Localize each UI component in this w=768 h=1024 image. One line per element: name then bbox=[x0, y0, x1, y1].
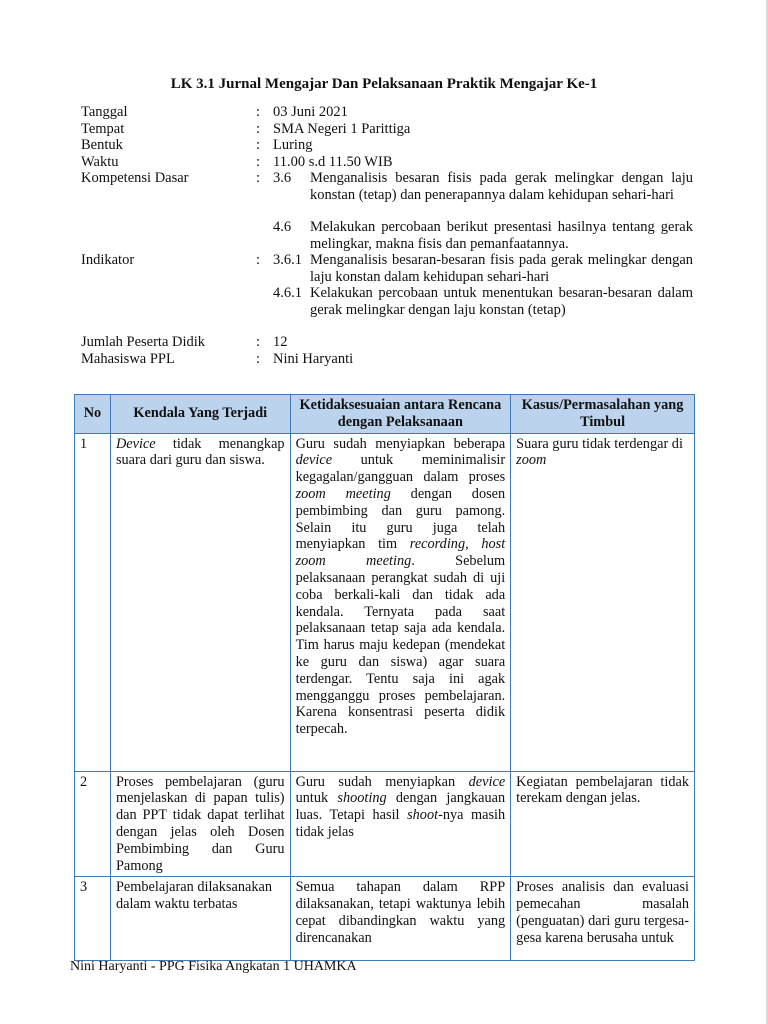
cell-kendala: Device tidak menangkap suara dari guru dan siswa. bbox=[110, 433, 290, 771]
meta-colon: : bbox=[256, 104, 261, 120]
meta-block bbox=[81, 104, 693, 367]
meta-row-tempat bbox=[81, 121, 693, 138]
meta-value: SMA Negeri 1 Parittiga bbox=[273, 120, 411, 137]
cell-kendala: Pembelajaran dilaksanakan dalam waktu terbatas bbox=[110, 877, 290, 961]
meta-value: Luring bbox=[273, 137, 313, 153]
cell-kasus: Kegiatan pembelajaran tidak terekam dengan jelas. bbox=[511, 771, 695, 877]
table-row bbox=[75, 877, 695, 961]
meta-row-jumlah bbox=[81, 334, 693, 351]
meta-colon: : bbox=[256, 153, 261, 170]
indikator-number: 3.6.1 bbox=[273, 252, 302, 268]
meta-label: Waktu bbox=[81, 153, 119, 170]
meta-value: 12 bbox=[273, 334, 288, 350]
meta-colon: : bbox=[256, 350, 261, 367]
header-no: No bbox=[75, 395, 111, 434]
cell-no: 1 bbox=[75, 433, 111, 771]
kompetensi-number: 4.6 bbox=[273, 219, 292, 235]
meta-row-mahasiswa bbox=[81, 351, 693, 368]
meta-row-waktu bbox=[81, 154, 693, 171]
table-row bbox=[75, 433, 695, 771]
meta-row-bentuk bbox=[81, 137, 693, 154]
cell-no: 2 bbox=[75, 771, 111, 877]
meta-colon: : bbox=[256, 120, 261, 137]
meta-label: Tempat bbox=[81, 120, 125, 137]
table-row bbox=[75, 771, 695, 877]
indikator-item bbox=[273, 252, 693, 285]
meta-label: Bentuk bbox=[81, 137, 123, 153]
cell-ketidaksesuaian: Semua tahapan dalam RPP dilaksanakan, tetapi waktunya lebih cepat dibandingkan waktu yang direncanakan bbox=[290, 877, 511, 961]
indikator-text: Kelakukan percobaan untuk menentukan besaran-besaran dalam gerak melingkar dengan laju konstan (tetap) bbox=[310, 285, 693, 318]
meta-label: Indikator bbox=[81, 252, 135, 268]
indikator-number: 4.6.1 bbox=[273, 285, 302, 301]
jurnal-table bbox=[74, 394, 695, 961]
cell-no: 3 bbox=[75, 877, 111, 961]
page-title: LK 3.1 Jurnal Mengajar Dan Pelaksanaan Praktik Mengajar Ke-1 bbox=[170, 76, 598, 92]
meta-row-tanggal bbox=[81, 104, 693, 121]
cell-kasus: Suara guru tidak terdengar di zoom bbox=[511, 433, 695, 771]
kompetensi-text: Menganalisis besaran fisis pada gerak melingkar dengan laju konstan (tetap) dan penerapannya dalam kehidupan sehari-hari bbox=[310, 170, 693, 203]
kompetensi-number: 3.6 bbox=[273, 170, 292, 186]
indikator-text: Menganalisis besaran-besaran fisis pada gerak melingkar dengan laju konstan dalam kehidupan sehari-hari bbox=[310, 252, 693, 285]
indikator-list bbox=[273, 252, 693, 318]
meta-colon: : bbox=[256, 170, 261, 186]
kompetensi-item bbox=[273, 219, 693, 252]
meta-value: Nini Haryanti bbox=[273, 350, 354, 367]
page-footer: Nini Haryanti - PPG Fisika Angkatan 1 UHAMKA bbox=[70, 959, 357, 974]
meta-row-indikator bbox=[81, 252, 693, 318]
cell-kasus: Proses analisis dan evaluasi pemecahan masalah (penguatan) dari guru tergesa-gesa karena berusaha untuk bbox=[511, 877, 695, 961]
kompetensi-list bbox=[273, 170, 693, 252]
kompetensi-text: Melakukan percobaan berikut presentasi hasilnya tentang gerak melingkar, makna fisis dan pemanfaatannya. bbox=[310, 219, 693, 252]
indikator-item bbox=[273, 285, 693, 318]
meta-label: Jumlah Peserta Didik bbox=[81, 334, 206, 350]
meta-colon: : bbox=[256, 334, 261, 350]
meta-row-kompetensi bbox=[81, 170, 693, 252]
meta-value: 03 Juni 2021 bbox=[273, 104, 348, 120]
cell-kendala: Proses pembelajaran (guru menjelaskan di papan tulis) dan PPT tidak dapat terlihat dengan jelas oleh Dosen Pembimbing dan Guru Pamong bbox=[110, 771, 290, 877]
cell-ketidaksesuaian: Guru sudah menyiapkan device untuk shooting dengan jangkauan luas. Tetapi hasil shoot-nya masih tidak jelas bbox=[290, 771, 511, 877]
meta-label: Tanggal bbox=[81, 104, 128, 120]
kompetensi-item bbox=[273, 170, 693, 203]
meta-label: Kompetensi Dasar bbox=[81, 170, 189, 186]
meta-colon: : bbox=[256, 137, 261, 153]
cell-ketidaksesuaian: Guru sudah menyiapkan beberapa device untuk meminimalisir kegagalan/gangguan dalam proses zoom meeting dengan dosen pembimbing dan guru pamong. Selain itu guru juga telah menyiapkan tim recording, host zoom meeting. Sebelum pelaksanaan perangkat sudah di uji coba berkali-kali dan tidak ada kendala. Ternyata pada saat pelaksanaan tetap saja ada kendala. Tim harus maju kedepan (mendekat ke guru dan siswa) agar suara terdengar. Tentu saja ini agak mengganggu proses pembelajaran. Karena konsentrasi peserta didik terpecah. bbox=[290, 433, 511, 771]
meta-label: Mahasiswa PPL bbox=[81, 350, 175, 367]
meta-colon: : bbox=[256, 252, 261, 268]
meta-value: 11.00 s.d 11.50 WIB bbox=[273, 153, 393, 170]
header-kasus: Kasus/Permasalahan yang Timbul bbox=[511, 395, 695, 434]
table-header-row bbox=[75, 395, 695, 434]
header-ketidaksesuaian: Ketidaksesuaian antara Rencana dengan Pelaksanaan bbox=[290, 395, 511, 434]
header-kendala: Kendala Yang Terjadi bbox=[110, 395, 290, 434]
